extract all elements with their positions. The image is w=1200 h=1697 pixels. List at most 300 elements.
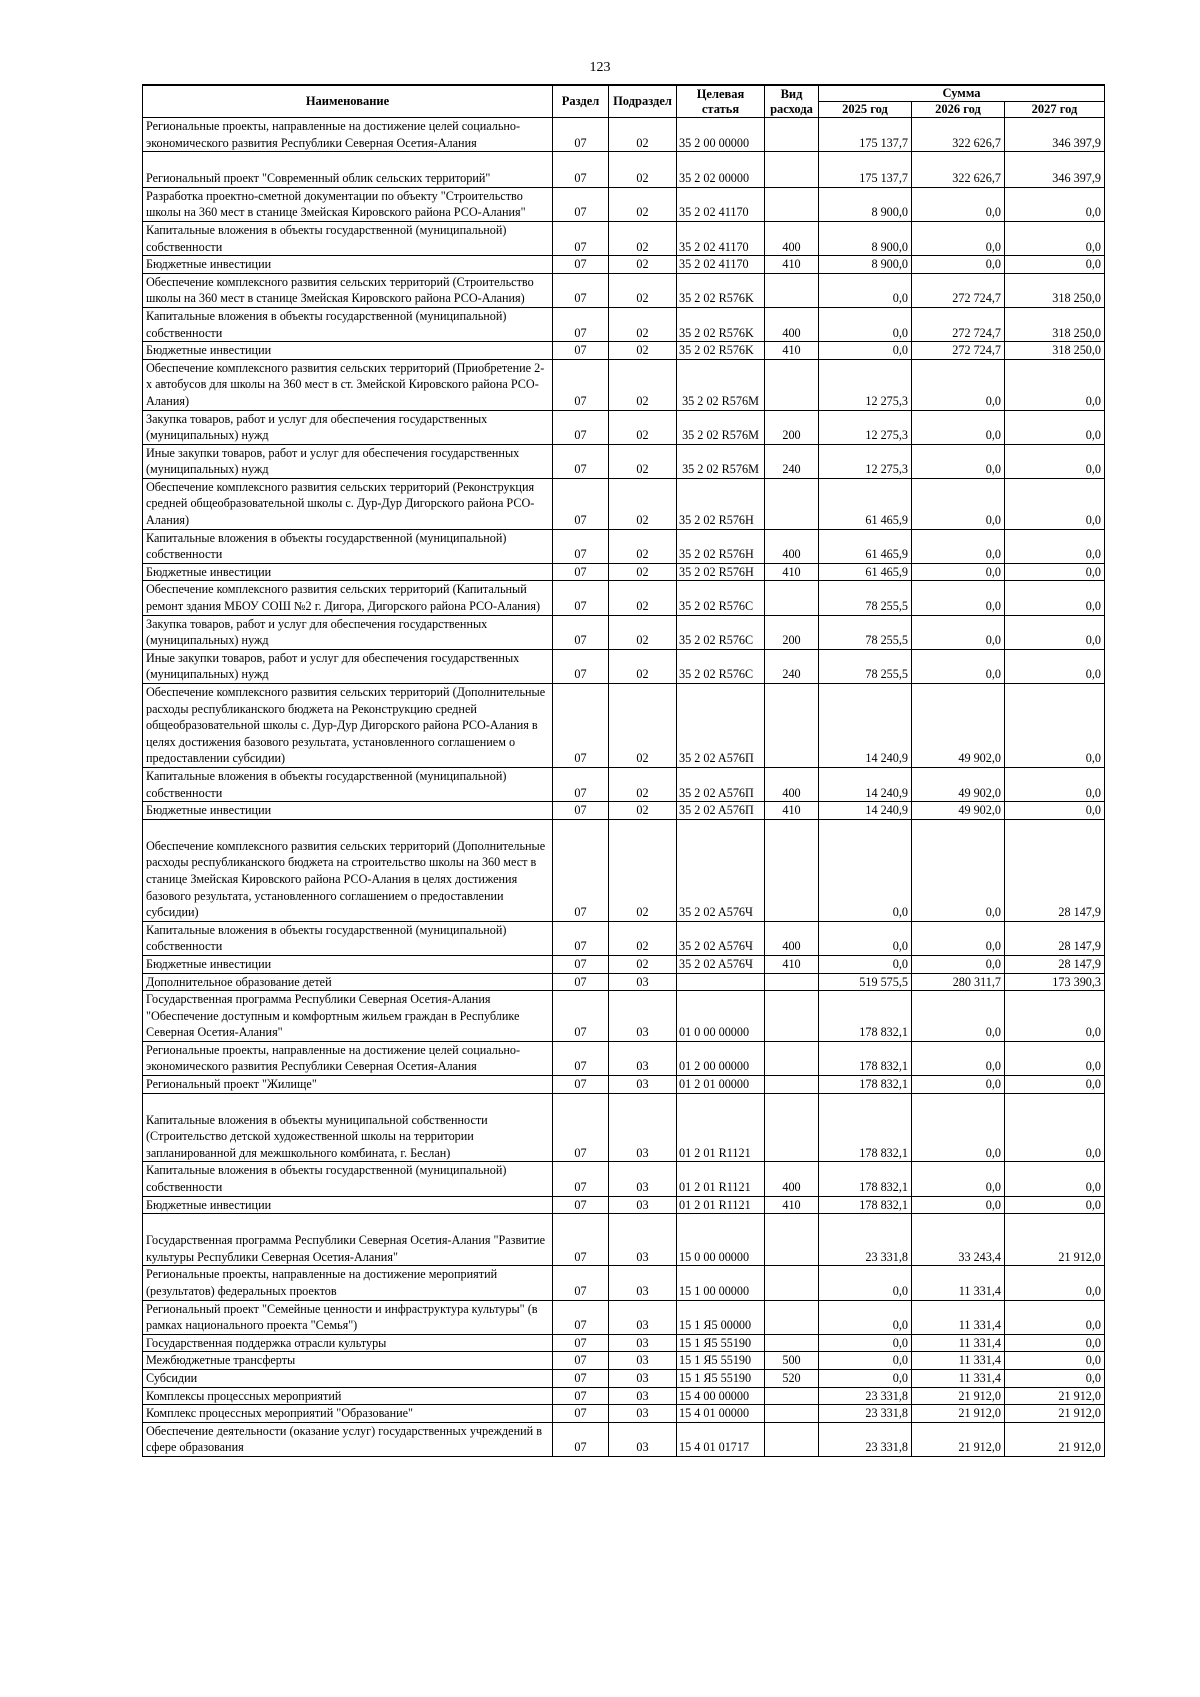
- row-sum-2027: 0,0: [1005, 1300, 1105, 1334]
- row-subsection: 02: [609, 359, 677, 410]
- row-sum-2025: 12 275,3: [819, 444, 912, 478]
- table-row: [143, 581, 1105, 615]
- row-subsection: 02: [609, 307, 677, 341]
- row-sum-2025: 61 465,9: [819, 563, 912, 581]
- row-target-article: 01 2 01 R1121: [677, 1162, 765, 1196]
- row-name: Капитальные вложения в объекты муниципальной собственности (Строительство детской художественной школы на территории запланированной для межшкольного комбината, г. Беслан): [143, 1093, 553, 1162]
- table-row: [143, 444, 1105, 478]
- row-name: Дополнительное образование детей: [143, 973, 553, 991]
- row-target-article: [677, 973, 765, 991]
- row-sum-2026: 33 243,4: [912, 1214, 1005, 1266]
- table-row: [143, 991, 1105, 1042]
- row-name: Капитальные вложения в объекты государственной (муниципальной) собственности: [143, 529, 553, 563]
- row-sum-2026: 0,0: [912, 187, 1005, 221]
- row-subsection: 03: [609, 1093, 677, 1162]
- row-sum-2027: 0,0: [1005, 187, 1105, 221]
- header-year-2027: 2027 год: [1005, 102, 1105, 118]
- row-expense-type: 400: [765, 221, 819, 255]
- row-target-article: 35 2 02 R576M: [677, 359, 765, 410]
- row-sum-2027: 0,0: [1005, 359, 1105, 410]
- row-sum-2027: 0,0: [1005, 684, 1105, 768]
- row-sum-2026: 280 311,7: [912, 973, 1005, 991]
- row-expense-type: 410: [765, 955, 819, 973]
- row-sum-2026: 0,0: [912, 615, 1005, 649]
- row-sum-2026: 11 331,4: [912, 1334, 1005, 1352]
- row-subsection: 02: [609, 273, 677, 307]
- row-section: 07: [553, 649, 609, 683]
- row-sum-2027: 0,0: [1005, 1334, 1105, 1352]
- row-sum-2025: 14 240,9: [819, 802, 912, 820]
- row-section: 07: [553, 1196, 609, 1214]
- table-row: [143, 1334, 1105, 1352]
- row-subsection: 02: [609, 342, 677, 360]
- row-sum-2027: 0,0: [1005, 1076, 1105, 1094]
- row-name: Обеспечение комплексного развития сельских территорий (Дополнительные расходы республиканского бюджета на строительство школы на 360 мест в станице Змейская Кировского района РСО-Алания в целях достижения базового результата, установленного соглашением о предоставлении субсидии): [143, 819, 553, 921]
- row-section: 07: [553, 991, 609, 1042]
- row-section: 07: [553, 581, 609, 615]
- row-section: 07: [553, 955, 609, 973]
- row-expense-type: [765, 1076, 819, 1094]
- row-name: Капитальные вложения в объекты государственной (муниципальной) собственности: [143, 767, 553, 801]
- row-sum-2025: 178 832,1: [819, 1093, 912, 1162]
- row-subsection: 03: [609, 1076, 677, 1094]
- row-sum-2026: 0,0: [912, 581, 1005, 615]
- row-target-article: 35 2 02 A576П: [677, 767, 765, 801]
- row-section: 07: [553, 973, 609, 991]
- row-sum-2026: 11 331,4: [912, 1352, 1005, 1370]
- row-sum-2025: 0,0: [819, 1369, 912, 1387]
- row-target-article: 35 2 02 R576M: [677, 410, 765, 444]
- row-expense-type: [765, 273, 819, 307]
- table-row: [143, 615, 1105, 649]
- row-sum-2025: 0,0: [819, 1300, 912, 1334]
- row-name: Региональные проекты, направленные на достижение целей социально-экономического развития Республики Северная Осетия-Алания: [143, 1041, 553, 1075]
- row-name: Региональные проекты, направленные на достижение мероприятий (результатов) федеральных проектов: [143, 1266, 553, 1300]
- row-target-article: 15 4 01 00000: [677, 1405, 765, 1423]
- row-sum-2025: 0,0: [819, 1352, 912, 1370]
- row-expense-type: [765, 973, 819, 991]
- row-target-article: 15 1 Я5 55190: [677, 1369, 765, 1387]
- row-name: Обеспечение комплексного развития сельских территорий (Приобретение 2-х автобусов для школы на 360 мест в ст. Змейской Кировского района РСО-Алания): [143, 359, 553, 410]
- row-section: 07: [553, 118, 609, 152]
- table-row: [143, 1387, 1105, 1405]
- row-name: Бюджетные инвестиции: [143, 256, 553, 274]
- row-subsection: 02: [609, 256, 677, 274]
- table-row: [143, 152, 1105, 188]
- row-target-article: 35 2 02 R576H: [677, 563, 765, 581]
- row-expense-type: [765, 991, 819, 1042]
- row-expense-type: 400: [765, 921, 819, 955]
- row-sum-2027: 0,0: [1005, 1093, 1105, 1162]
- row-sum-2027: 0,0: [1005, 1266, 1105, 1300]
- row-subsection: 03: [609, 1214, 677, 1266]
- row-section: 07: [553, 256, 609, 274]
- row-sum-2025: 78 255,5: [819, 615, 912, 649]
- row-target-article: 35 2 02 R576H: [677, 529, 765, 563]
- row-section: 07: [553, 1369, 609, 1387]
- row-target-article: 35 2 02 00000: [677, 152, 765, 188]
- table-row: [143, 307, 1105, 341]
- row-sum-2025: 78 255,5: [819, 649, 912, 683]
- row-expense-type: [765, 187, 819, 221]
- row-sum-2025: 23 331,8: [819, 1387, 912, 1405]
- row-sum-2025: 175 137,7: [819, 118, 912, 152]
- row-subsection: 03: [609, 1196, 677, 1214]
- row-sum-2026: 322 626,7: [912, 152, 1005, 188]
- row-name: Государственная программа Республики Северная Осетия-Алания "Обеспечение доступным и комфортным жильем граждан в Республике Северная Осетия-Алания": [143, 991, 553, 1042]
- row-section: 07: [553, 187, 609, 221]
- row-sum-2025: 0,0: [819, 342, 912, 360]
- row-expense-type: [765, 1405, 819, 1423]
- table-row: [143, 1214, 1105, 1266]
- row-expense-type: [765, 1422, 819, 1456]
- row-name: Капитальные вложения в объекты государственной (муниципальной) собственности: [143, 221, 553, 255]
- row-sum-2027: 0,0: [1005, 1369, 1105, 1387]
- row-target-article: 35 2 02 R576K: [677, 273, 765, 307]
- row-section: 07: [553, 1300, 609, 1334]
- row-target-article: 15 1 00 00000: [677, 1266, 765, 1300]
- row-sum-2027: 0,0: [1005, 478, 1105, 529]
- row-sum-2027: 318 250,0: [1005, 307, 1105, 341]
- row-subsection: 03: [609, 1266, 677, 1300]
- row-expense-type: 240: [765, 649, 819, 683]
- row-sum-2026: 0,0: [912, 221, 1005, 255]
- row-expense-type: 400: [765, 767, 819, 801]
- row-sum-2025: 178 832,1: [819, 1076, 912, 1094]
- row-sum-2026: 21 912,0: [912, 1405, 1005, 1423]
- table-row: [143, 819, 1105, 921]
- row-subsection: 03: [609, 1369, 677, 1387]
- row-sum-2027: 318 250,0: [1005, 342, 1105, 360]
- table-row: [143, 767, 1105, 801]
- row-sum-2026: 272 724,7: [912, 307, 1005, 341]
- row-sum-2026: 0,0: [912, 529, 1005, 563]
- row-sum-2026: 0,0: [912, 1093, 1005, 1162]
- row-target-article: 35 2 00 00000: [677, 118, 765, 152]
- row-sum-2025: 61 465,9: [819, 529, 912, 563]
- table-row: [143, 342, 1105, 360]
- row-name: Разработка проектно-сметной документации по объекту "Строительство школы на 360 мест в станице Змейская Кировского района РСО-Алания": [143, 187, 553, 221]
- row-name: Капитальные вложения в объекты государственной (муниципальной) собственности: [143, 921, 553, 955]
- row-subsection: 02: [609, 444, 677, 478]
- row-section: 07: [553, 1405, 609, 1423]
- row-sum-2026: 322 626,7: [912, 118, 1005, 152]
- row-name: Региональный проект "Современный облик сельских территорий": [143, 152, 553, 188]
- row-name: Бюджетные инвестиции: [143, 342, 553, 360]
- row-sum-2025: 0,0: [819, 273, 912, 307]
- table-row: [143, 1422, 1105, 1456]
- row-expense-type: 410: [765, 802, 819, 820]
- row-sum-2027: 0,0: [1005, 529, 1105, 563]
- row-section: 07: [553, 1041, 609, 1075]
- table-row: [143, 478, 1105, 529]
- row-target-article: 35 2 02 R576M: [677, 444, 765, 478]
- row-sum-2026: 272 724,7: [912, 273, 1005, 307]
- row-target-article: 15 0 00 00000: [677, 1214, 765, 1266]
- table-row: [143, 256, 1105, 274]
- row-target-article: 35 2 02 R576K: [677, 342, 765, 360]
- row-sum-2025: 0,0: [819, 1334, 912, 1352]
- row-sum-2027: 28 147,9: [1005, 921, 1105, 955]
- row-sum-2026: 21 912,0: [912, 1422, 1005, 1456]
- row-sum-2025: 0,0: [819, 307, 912, 341]
- row-sum-2027: 21 912,0: [1005, 1405, 1105, 1423]
- row-name: Обеспечение деятельности (оказание услуг) государственных учреждений в сфере образования: [143, 1422, 553, 1456]
- header-sum: Сумма: [819, 85, 1105, 102]
- header-name: Наименование: [143, 85, 553, 118]
- row-sum-2026: 0,0: [912, 359, 1005, 410]
- table-row: [143, 1266, 1105, 1300]
- row-name: Бюджетные инвестиции: [143, 802, 553, 820]
- row-target-article: 35 2 02 A576Ч: [677, 955, 765, 973]
- row-section: 07: [553, 1093, 609, 1162]
- header-target-article: Целевая статья: [677, 85, 765, 118]
- row-sum-2027: 21 912,0: [1005, 1387, 1105, 1405]
- row-target-article: 15 1 Я5 55190: [677, 1334, 765, 1352]
- row-sum-2025: 178 832,1: [819, 1041, 912, 1075]
- row-name: Государственная программа Республики Северная Осетия-Алания "Развитие культуры Республики Северная Осетия-Алания": [143, 1214, 553, 1266]
- table-row: [143, 802, 1105, 820]
- row-sum-2027: 0,0: [1005, 563, 1105, 581]
- row-target-article: 15 4 01 01717: [677, 1422, 765, 1456]
- row-sum-2025: 14 240,9: [819, 684, 912, 768]
- table-row: [143, 359, 1105, 410]
- row-name: Региональный проект "Семейные ценности и инфраструктура культуры" (в рамках национального проекта "Семья"): [143, 1300, 553, 1334]
- row-sum-2026: 0,0: [912, 1076, 1005, 1094]
- row-sum-2025: 178 832,1: [819, 1162, 912, 1196]
- row-expense-type: [765, 152, 819, 188]
- row-target-article: 01 2 01 00000: [677, 1076, 765, 1094]
- row-sum-2026: 11 331,4: [912, 1300, 1005, 1334]
- header-year-2026: 2026 год: [912, 102, 1005, 118]
- row-sum-2025: 8 900,0: [819, 187, 912, 221]
- row-name: Закупка товаров, работ и услуг для обеспечения государственных (муниципальных) нужд: [143, 615, 553, 649]
- row-sum-2027: 28 147,9: [1005, 819, 1105, 921]
- row-sum-2026: 0,0: [912, 991, 1005, 1042]
- row-sum-2027: 0,0: [1005, 256, 1105, 274]
- row-subsection: 03: [609, 1387, 677, 1405]
- table-row: [143, 529, 1105, 563]
- row-subsection: 03: [609, 1162, 677, 1196]
- row-name: Иные закупки товаров, работ и услуг для обеспечения государственных (муниципальных) нужд: [143, 649, 553, 683]
- row-target-article: 01 2 01 R1121: [677, 1093, 765, 1162]
- row-name: Бюджетные инвестиции: [143, 955, 553, 973]
- table-row: [143, 273, 1105, 307]
- row-sum-2027: 318 250,0: [1005, 273, 1105, 307]
- row-sum-2026: 0,0: [912, 444, 1005, 478]
- row-subsection: 02: [609, 118, 677, 152]
- row-sum-2026: 11 331,4: [912, 1266, 1005, 1300]
- row-sum-2025: 23 331,8: [819, 1405, 912, 1423]
- table-row: [143, 649, 1105, 683]
- row-expense-type: 400: [765, 529, 819, 563]
- row-section: 07: [553, 1422, 609, 1456]
- row-expense-type: [765, 1334, 819, 1352]
- page-number: 123: [589, 60, 611, 75]
- row-expense-type: 400: [765, 1162, 819, 1196]
- row-name: Государственная поддержка отрасли культуры: [143, 1334, 553, 1352]
- row-name: Комплекс процессных мероприятий "Образование": [143, 1405, 553, 1423]
- table-row: [143, 1041, 1105, 1075]
- row-target-article: 01 2 01 R1121: [677, 1196, 765, 1214]
- row-subsection: 03: [609, 1352, 677, 1370]
- row-name: Комплексы процессных мероприятий: [143, 1387, 553, 1405]
- row-subsection: 02: [609, 649, 677, 683]
- row-section: 07: [553, 444, 609, 478]
- table-row: [143, 187, 1105, 221]
- table-row: [143, 1196, 1105, 1214]
- row-sum-2027: 28 147,9: [1005, 955, 1105, 973]
- row-subsection: 03: [609, 1405, 677, 1423]
- row-target-article: 15 4 00 00000: [677, 1387, 765, 1405]
- row-subsection: 02: [609, 615, 677, 649]
- table-row: [143, 684, 1105, 768]
- row-subsection: 03: [609, 973, 677, 991]
- row-subsection: 03: [609, 1041, 677, 1075]
- row-section: 07: [553, 921, 609, 955]
- row-sum-2025: 12 275,3: [819, 359, 912, 410]
- row-expense-type: [765, 118, 819, 152]
- row-section: 07: [553, 802, 609, 820]
- row-sum-2026: 49 902,0: [912, 767, 1005, 801]
- row-section: 07: [553, 615, 609, 649]
- row-sum-2027: 0,0: [1005, 991, 1105, 1042]
- row-section: 07: [553, 529, 609, 563]
- row-sum-2026: 0,0: [912, 955, 1005, 973]
- row-subsection: 03: [609, 1334, 677, 1352]
- row-sum-2025: 78 255,5: [819, 581, 912, 615]
- row-sum-2027: 0,0: [1005, 1041, 1105, 1075]
- row-section: 07: [553, 819, 609, 921]
- row-target-article: 15 1 Я5 55190: [677, 1352, 765, 1370]
- table-row: [143, 118, 1105, 152]
- row-section: 07: [553, 1334, 609, 1352]
- table-row: [143, 410, 1105, 444]
- row-expense-type: 410: [765, 256, 819, 274]
- row-expense-type: 400: [765, 307, 819, 341]
- row-target-article: 35 2 02 A576П: [677, 802, 765, 820]
- row-section: 07: [553, 1266, 609, 1300]
- row-subsection: 02: [609, 581, 677, 615]
- row-subsection: 03: [609, 991, 677, 1042]
- row-expense-type: [765, 581, 819, 615]
- row-sum-2025: 14 240,9: [819, 767, 912, 801]
- row-subsection: 03: [609, 1300, 677, 1334]
- header-year-2025: 2025 год: [819, 102, 912, 118]
- row-name: Обеспечение комплексного развития сельских территорий (Капитальный ремонт здания МБОУ СОШ №2 г. Дигора, Дигорского района РСО-Алания): [143, 581, 553, 615]
- row-sum-2025: 23 331,8: [819, 1214, 912, 1266]
- row-sum-2026: 0,0: [912, 410, 1005, 444]
- row-name: Капитальные вложения в объекты государственной (муниципальной) собственности: [143, 1162, 553, 1196]
- row-sum-2025: 175 137,7: [819, 152, 912, 188]
- row-sum-2026: 11 331,4: [912, 1369, 1005, 1387]
- row-target-article: 15 1 Я5 00000: [677, 1300, 765, 1334]
- row-expense-type: [765, 684, 819, 768]
- row-sum-2027: 0,0: [1005, 410, 1105, 444]
- row-subsection: 02: [609, 921, 677, 955]
- header-section: Раздел: [553, 85, 609, 118]
- row-sum-2027: 0,0: [1005, 444, 1105, 478]
- row-expense-type: [765, 1214, 819, 1266]
- row-target-article: 35 2 02 A576П: [677, 684, 765, 768]
- row-sum-2025: 0,0: [819, 819, 912, 921]
- header-subsection: Подраздел: [609, 85, 677, 118]
- row-sum-2027: 0,0: [1005, 767, 1105, 801]
- table-row: [143, 1369, 1105, 1387]
- row-sum-2026: 0,0: [912, 1196, 1005, 1214]
- row-section: 07: [553, 1076, 609, 1094]
- row-sum-2026: 0,0: [912, 1162, 1005, 1196]
- row-sum-2027: 0,0: [1005, 1352, 1105, 1370]
- row-sum-2027: 346 397,9: [1005, 152, 1105, 188]
- row-expense-type: [765, 1093, 819, 1162]
- row-sum-2025: 0,0: [819, 1266, 912, 1300]
- row-expense-type: 200: [765, 615, 819, 649]
- row-name: Бюджетные инвестиции: [143, 563, 553, 581]
- budget-table: [142, 84, 1105, 1457]
- table-row: [143, 1300, 1105, 1334]
- row-expense-type: [765, 1300, 819, 1334]
- row-sum-2027: 0,0: [1005, 1196, 1105, 1214]
- row-sum-2026: 0,0: [912, 1041, 1005, 1075]
- row-name: Обеспечение комплексного развития сельских территорий (Реконструкция средней общеобразовательной школы с. Дур-Дур Дигорского района РСО-Алания): [143, 478, 553, 529]
- row-subsection: 02: [609, 152, 677, 188]
- row-expense-type: 200: [765, 410, 819, 444]
- row-name: Обеспечение комплексного развития сельских территорий (Строительство школы на 360 мест в станице Змейская Кировского района РСО-Алания): [143, 273, 553, 307]
- row-target-article: 35 2 02 R576C: [677, 649, 765, 683]
- row-section: 07: [553, 307, 609, 341]
- row-expense-type: [765, 819, 819, 921]
- row-sum-2027: 0,0: [1005, 1162, 1105, 1196]
- row-sum-2025: 8 900,0: [819, 221, 912, 255]
- row-section: 07: [553, 767, 609, 801]
- row-expense-type: 410: [765, 563, 819, 581]
- row-section: 07: [553, 478, 609, 529]
- row-subsection: 02: [609, 529, 677, 563]
- row-section: 07: [553, 1162, 609, 1196]
- row-name: Капитальные вложения в объекты государственной (муниципальной) собственности: [143, 307, 553, 341]
- row-subsection: 02: [609, 478, 677, 529]
- table-row: [143, 921, 1105, 955]
- row-name: Межбюджетные трансферты: [143, 1352, 553, 1370]
- row-sum-2025: 61 465,9: [819, 478, 912, 529]
- row-sum-2025: 0,0: [819, 955, 912, 973]
- row-expense-type: 410: [765, 1196, 819, 1214]
- row-target-article: 01 2 00 00000: [677, 1041, 765, 1075]
- row-name: Региональные проекты, направленные на достижение целей социально-экономического развития Республики Северная Осетия-Алания: [143, 118, 553, 152]
- row-section: 07: [553, 1387, 609, 1405]
- row-sum-2026: 49 902,0: [912, 684, 1005, 768]
- row-sum-2027: 0,0: [1005, 581, 1105, 615]
- row-subsection: 02: [609, 767, 677, 801]
- table-row: [143, 1093, 1105, 1162]
- row-subsection: 02: [609, 955, 677, 973]
- table-row: [143, 1352, 1105, 1370]
- row-expense-type: 410: [765, 342, 819, 360]
- table-row: [143, 955, 1105, 973]
- row-expense-type: 500: [765, 1352, 819, 1370]
- row-name: Иные закупки товаров, работ и услуг для обеспечения государственных (муниципальных) нужд: [143, 444, 553, 478]
- row-sum-2025: 178 832,1: [819, 1196, 912, 1214]
- row-section: 07: [553, 342, 609, 360]
- row-expense-type: [765, 1041, 819, 1075]
- row-name: Региональный проект "Жилище": [143, 1076, 553, 1094]
- row-subsection: 03: [609, 1422, 677, 1456]
- table-row: [143, 973, 1105, 991]
- row-target-article: 35 2 02 A576Ч: [677, 819, 765, 921]
- row-subsection: 02: [609, 563, 677, 581]
- row-sum-2027: 0,0: [1005, 221, 1105, 255]
